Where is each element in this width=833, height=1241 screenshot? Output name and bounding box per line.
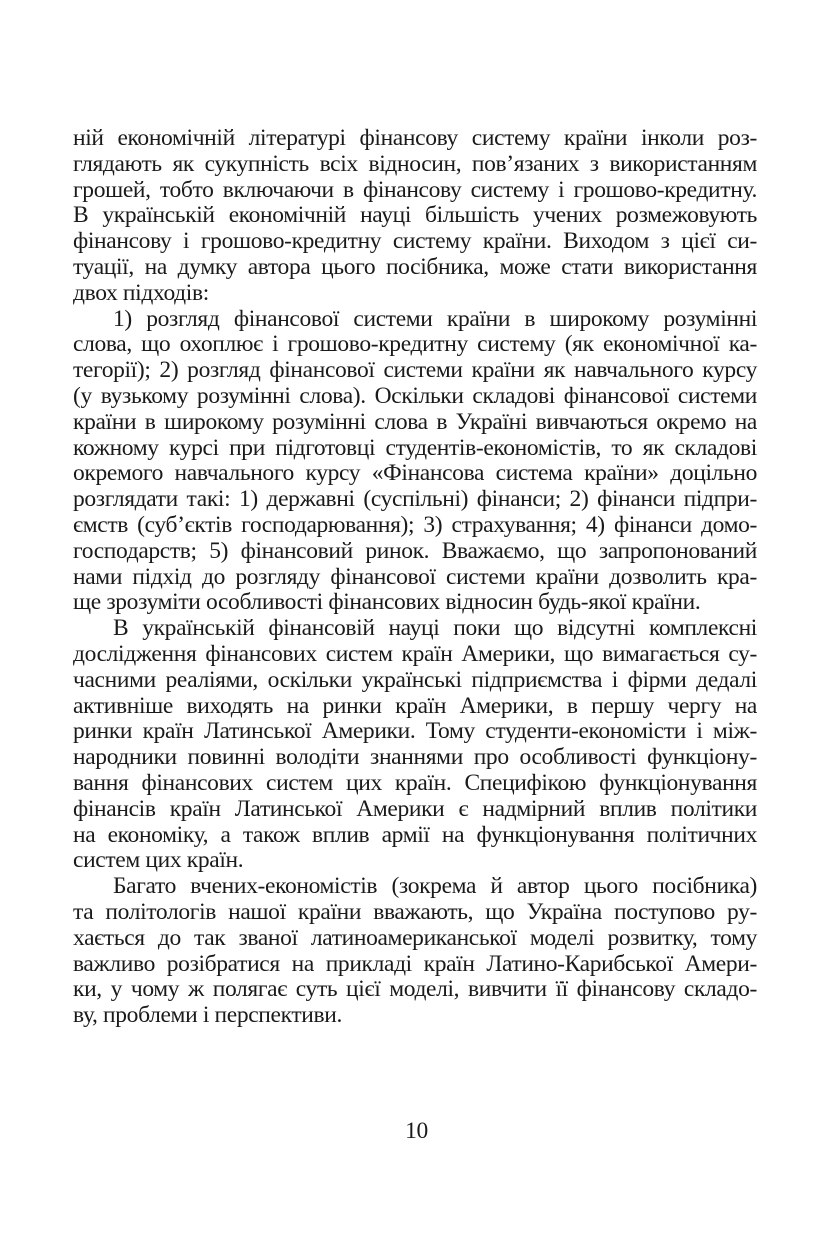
paragraph-3 — [73, 616, 757, 874]
text-line: В українській фінансовій науці поки що відсутні комплексні — [113, 615, 757, 642]
text-line: фінансів країн Латинської Америки є надмірний вплив політики — [73, 795, 757, 822]
text-line: В українській економічній науці більшість учених розмежовують — [73, 202, 757, 229]
text-line: грошей, тобто включаючи в фінансову систему і грошово-кредитну. — [73, 176, 757, 203]
text-line: кожному курсі при підготовці студентів-економістів, то як складові — [73, 434, 757, 461]
text-line: систем цих країн. — [73, 847, 244, 874]
text-line: часними реаліями, оскільки українські підприємства і фірми дедалі — [73, 666, 757, 693]
body-text — [73, 126, 757, 1029]
text-line: фінансову і грошово-кредитну систему країни. Виходом з цієї си- — [73, 228, 757, 255]
text-line: дослідження фінансових систем країн Америки, що вимагається су- — [73, 640, 757, 667]
text-line: слова, що охоплює і грошово-кредитну систему (як економічної ка- — [73, 331, 757, 358]
text-line: глядають як сукупність всіх відносин, пов’язаних з використанням — [73, 150, 757, 177]
text-line: активніше виходять на ринки країн Америки, в першу чергу на — [73, 692, 757, 719]
text-line: (у вузькому розумінні слова). Оскільки складові фінансової системи — [73, 382, 757, 409]
text-line: на економіку, а також вплив армії на функціонування політичних — [73, 821, 757, 848]
text-line: розглядати такі: 1) державні (суспільні) фінанси; 2) фінанси підпри- — [73, 486, 757, 513]
text-line: 1) розгляд фінансової системи країни в широкому розумінні — [113, 305, 757, 332]
text-line: важливо розібратися на прикладі країн Латино-Карибської Амери- — [73, 950, 757, 977]
text-line: вання фінансових систем цих країн. Специфікою функціонування — [73, 769, 757, 796]
page-number: 10 — [405, 1118, 428, 1144]
text-line: ще зрозуміти особливості фінансових відносин будь-якої країни. — [73, 589, 701, 616]
text-line: окремого навчального курсу «Фінансова система країни» доцільно — [73, 460, 757, 487]
text-line: хається до так званої латиноамериканської моделі розвитку, тому — [73, 924, 757, 951]
text-line: ємств (суб’єктів господарювання); 3) страхування; 4) фінанси домо- — [73, 511, 757, 538]
text-line: та політологів нашої країни вважають, що Україна поступово ру- — [73, 898, 757, 925]
text-line: ву, проблеми і перспективи. — [73, 1002, 343, 1029]
text-line: Багато вчених-економістів (зокрема й автор цього посібника) — [113, 873, 757, 900]
text-line: ній економічній літературі фінансову систему країни інколи роз- — [73, 125, 757, 151]
paragraph-1 — [73, 126, 757, 307]
paragraph-2 — [73, 307, 757, 617]
paragraph-4 — [73, 874, 757, 1029]
text-line: господарств; 5) фінансовий ринок. Вважаємо, що запропонований — [73, 537, 757, 564]
text-line: народники повинні володіти знаннями про особливості функціону- — [73, 744, 757, 771]
text-line: тегорії); 2) розгляд фінансової системи країни як навчального курсу — [73, 357, 757, 384]
text-line: нами підхід до розгляду фінансової системи країни дозволить кра- — [73, 563, 757, 590]
text-line: двох підходів: — [73, 279, 209, 306]
text-line: ки, у чому ж полягає суть цієї моделі, вивчити її фінансову складо- — [73, 976, 757, 1003]
text-line: туації, на думку автора цього посібника, може стати використання — [73, 253, 757, 280]
text-line: ринки країн Латинської Америки. Тому студенти-економісти і між- — [73, 718, 757, 745]
text-line: країни в широкому розумінні слова в Україні вивчаються окремо на — [73, 408, 757, 435]
